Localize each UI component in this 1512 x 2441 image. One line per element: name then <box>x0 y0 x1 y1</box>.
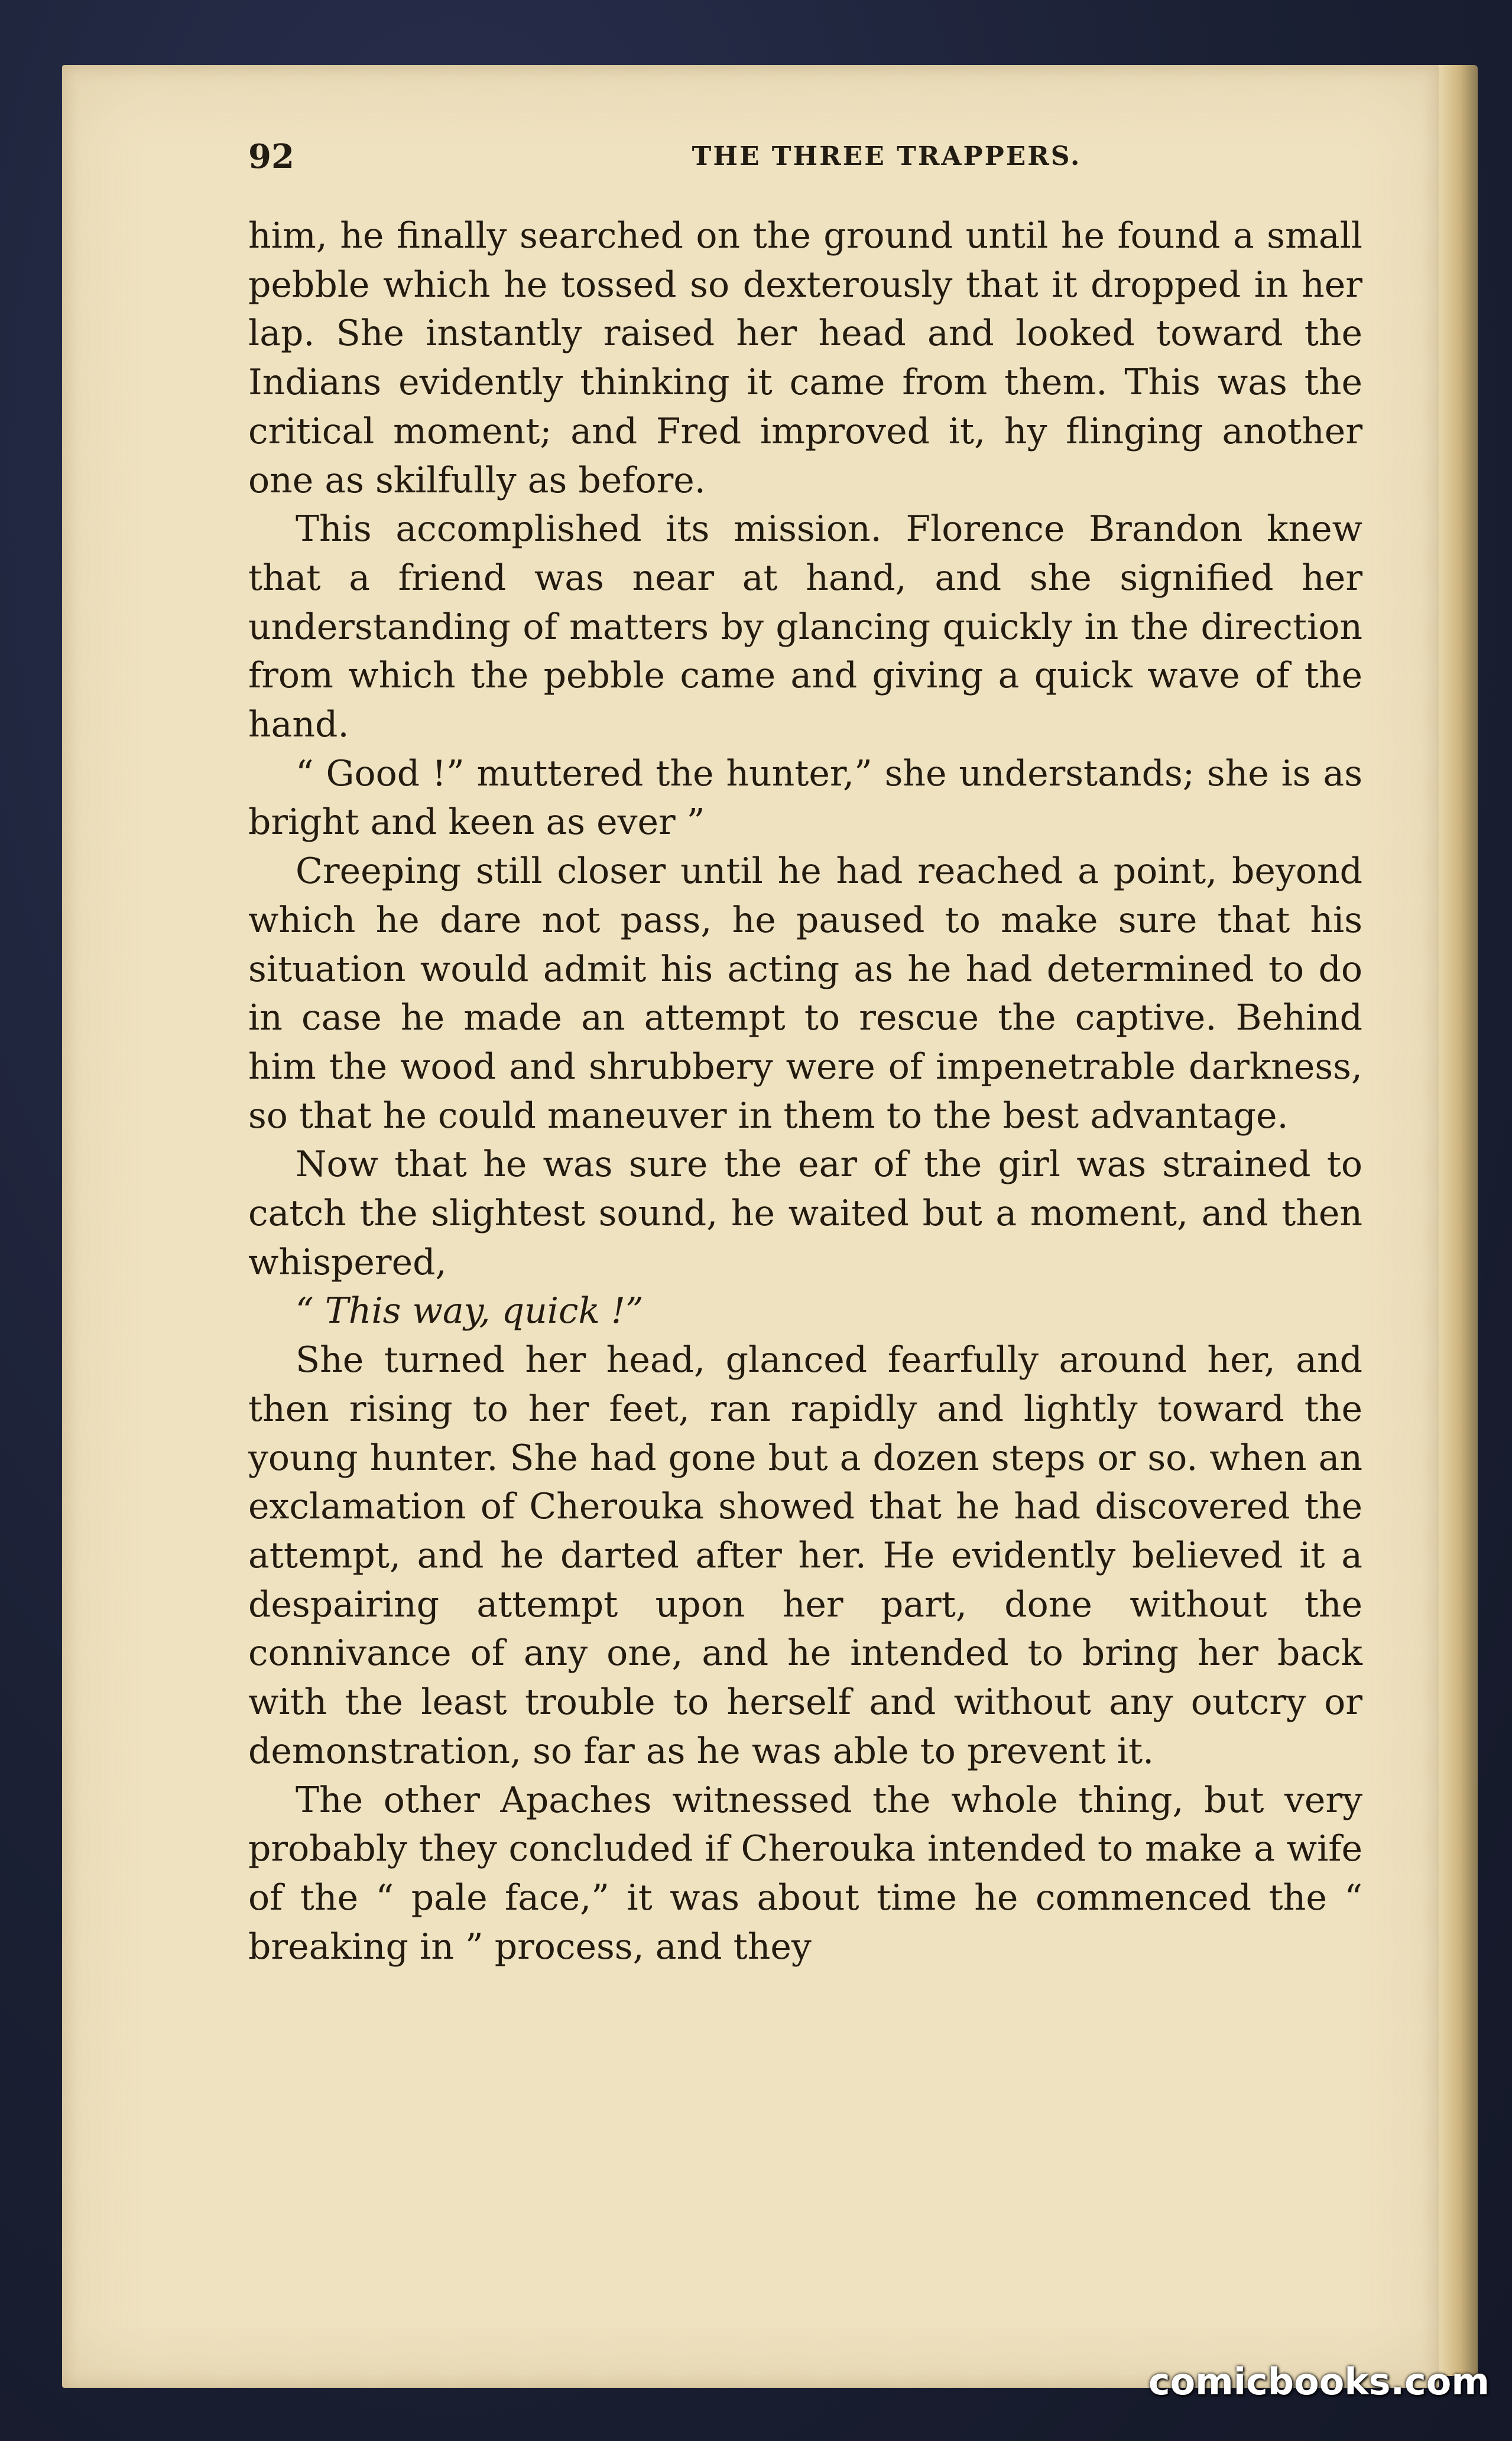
paragraph-1: him, he finally searched on the ground until he found a small pebble which he tossed so dexterously that it dropped in her lap. She instantly raised her head and looked toward the Indians evidently thinking it came from them. This was the critical moment; and Fred improved it, hy flinging another one as skilfully as before. <box>248 215 1362 501</box>
paragraph-4: Creeping still closer until he had reached a point, beyond which he dare not pass, he paused to make sure that his situation would admit his acting as he had determined to do in case he made an attempt to rescue the captive. Behind him the wood and shrubbery were of impenetrable darkness, so that he could maneuver in them to the best advantage. <box>248 851 1362 1137</box>
page-header <box>189 136 1359 177</box>
page-number: 92 <box>248 137 294 176</box>
watermark-text: comicbooks.com <box>1148 2360 1490 2403</box>
paragraph-5: Now that he was sure the ear of the girl was strained to catch the slightest sound, he waited but a moment, and then whispered, <box>248 1144 1362 1283</box>
paragraph-6-italic: “ This way, quick !” <box>296 1290 644 1332</box>
running-head: THE THREE TRAPPERS. <box>692 141 1082 171</box>
paragraph-3: “ Good !” muttered the hunter,” she understands; she is as bright and keen as ever ” <box>248 752 1362 843</box>
paragraph-2: This accomplished its mission. Florence Brandon knew that a friend was near at hand, and she signified her understanding of matters by glancing quickly in the direction from which the pebble came and giving a quick wave of the hand. <box>248 508 1362 746</box>
body-text <box>248 212 1362 1971</box>
paragraph-8: The other Apaches witnessed the whole thing, but very probably they concluded if Cherouka intended to make a wife of the “ pale face,” it was about time he commenced the “ breaking in ” process, and they <box>248 1779 1362 1968</box>
paragraph-7: She turned her head, glanced fearfully around her, and then rising to her feet, ran rapidly and lightly toward the young hunter. She had gone but a dozen steps or so. when an exclamation of Cherouka showed that he had discovered the attempt, and he darted after her. He evidently believed it a despairing attempt upon her part, done without the connivance of any one, and he intended to bring her back with the least trouble to herself and without any outcry or demonstration, so far as he was able to prevent it. <box>248 1339 1362 1772</box>
